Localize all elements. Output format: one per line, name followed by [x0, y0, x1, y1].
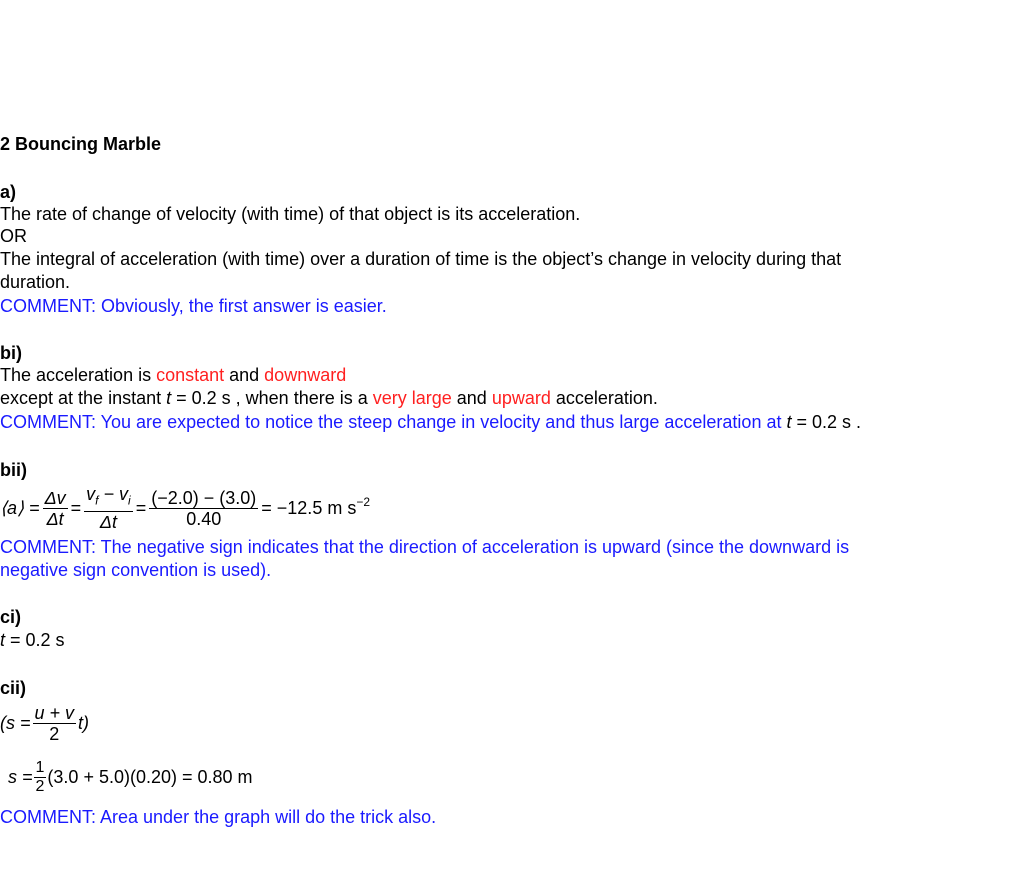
equals: = [70, 497, 82, 518]
denominator: 2 [35, 777, 45, 795]
numerator: u + v [34, 702, 75, 723]
part-cii-calculation [8, 755, 253, 799]
s-equals: s = [8, 766, 33, 787]
highlight-downward: downward [264, 365, 347, 385]
highlight-constant: constant [156, 365, 225, 385]
part-bii-label: bii) [0, 460, 27, 480]
fraction-u-plus-v [33, 703, 77, 744]
fraction-vf-vi [84, 484, 133, 532]
result: = −12.5 m s [261, 497, 357, 518]
average-accel: ⟨a⟩ = [0, 497, 40, 518]
text: COMMENT: You are expected to notice the steep change in velocity and thus large acceleration at [0, 412, 787, 432]
part-bi-line-2 [0, 387, 658, 409]
var-t: t [786, 412, 792, 432]
part-a-or: OR [0, 226, 27, 246]
part-ci-answer [0, 629, 65, 651]
section-title: 2 Bouncing Marble [0, 134, 162, 154]
calculation: (3.0 + 5.0)(0.20) = 0.80 m [47, 766, 253, 787]
fraction-half [34, 759, 47, 796]
part-bi-line-1 [0, 364, 346, 386]
denominator: Δt [46, 508, 64, 529]
minus-v: − v [98, 484, 129, 505]
v: v [86, 484, 96, 505]
sub-f: f [95, 493, 99, 508]
fraction-dv-dt [43, 488, 68, 529]
text: and [224, 365, 265, 385]
part-bii-comment-1: COMMENT: The negative sign indicates that the direction of acceleration is upward (since the downward is [0, 537, 850, 557]
part-cii-label: cii) [0, 678, 27, 698]
part-cii-formula [0, 699, 89, 747]
part-a-label: a) [0, 182, 17, 202]
part-ci-label: ci) [0, 607, 22, 627]
denominator: 2 [49, 723, 60, 744]
highlight-very-large: very large [372, 388, 452, 408]
text: = 0.2 s [5, 630, 65, 650]
text: The acceleration is [0, 365, 157, 385]
exponent: −2 [356, 495, 371, 509]
formula-open: (s = [0, 712, 31, 733]
part-a-comment: COMMENT: Obviously, the first answer is easier. [0, 296, 387, 316]
highlight-upward: upward [491, 388, 551, 408]
formula-close: t) [78, 712, 90, 733]
numerator [84, 484, 133, 512]
part-a-line-1: The rate of change of velocity (with time) of that object is its acceleration. [0, 204, 581, 224]
text: and [451, 388, 492, 408]
text: = 0.2 s . [791, 412, 862, 432]
denominator: Δt [99, 511, 117, 532]
part-bii-comment-2: negative sign convention is used). [0, 560, 272, 580]
var-t: t [166, 388, 172, 408]
part-cii-comment: COMMENT: Area under the graph will do the trick also. [0, 807, 437, 827]
part-bi-comment [0, 411, 861, 433]
part-a-line-3: duration. [0, 272, 71, 292]
equals: = [135, 497, 147, 518]
part-a-line-2: The integral of acceleration (with time) over a duration of time is the object’s change in velocity during that [0, 249, 842, 269]
var-t: t [0, 630, 6, 650]
numerator: Δv [44, 487, 66, 508]
text: acceleration. [550, 388, 658, 408]
part-bii-equation [0, 483, 370, 533]
numerator: (−2.0) − (3.0) [151, 487, 257, 508]
denominator: 0.40 [186, 508, 222, 529]
text: except at the instant [0, 388, 167, 408]
fraction-values [149, 488, 258, 529]
text: = 0.2 s , when there is a [171, 388, 373, 408]
part-bi-label: bi) [0, 343, 22, 363]
sub-i: i [128, 493, 131, 508]
numerator: 1 [35, 758, 45, 776]
